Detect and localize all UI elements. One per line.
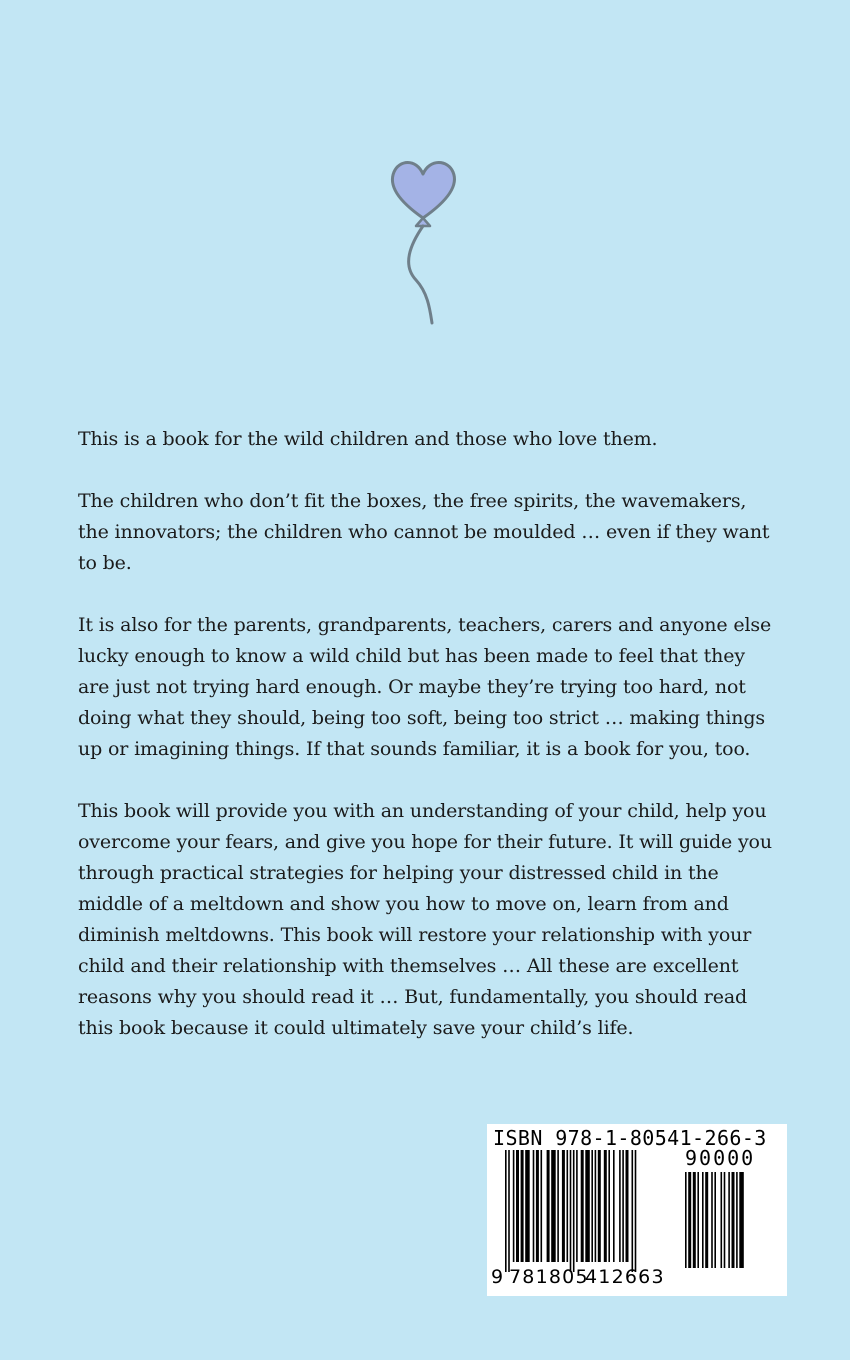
blurb-paragraph-2: The children who don’t fit the boxes, the free spirits, the wavemakers, the innovators; the children who cannot be moulded … even if they want to be. — [78, 490, 770, 574]
ean-lead-digit: 9 — [491, 1266, 504, 1288]
blurb-paragraph-4: This book will provide you with an understanding of your child, help you overcome your fears, and give you hope for their future. It will guide you through practical strategies for helping your distressed child in the middle of a meltdown and show you how to move on, learn from and diminish meltdowns. This book will restore your relationship with your child and their relationship with themselves … All these are excellent reasons why you should read it … But, fundamentally, you should read this book because it could ultimately save your child’s life. — [78, 800, 772, 1039]
blurb-paragraph-3: It is also for the parents, grandparents, teachers, carers and anyone else lucky enough to know a wild child but has been made to feel that they are just not trying hard enough. Or maybe they’re trying too hard, not doing what they should, being too soft, being too strict … making things up or imagining things. If that sounds familiar, it is a book for you, too. — [78, 614, 772, 760]
blurb-paragraph-1: This is a book for the wild children and those who love them. — [78, 428, 658, 450]
isbn-label: ISBN 978-1-80541-266-3 — [493, 1126, 767, 1150]
barcode-addon-bars-icon — [685, 1172, 781, 1268]
ean-right-digits: 412663 — [585, 1266, 665, 1288]
back-cover-blurb — [78, 424, 778, 1075]
isbn-barcode — [487, 1124, 787, 1296]
ean-left-digits: 781805 — [509, 1266, 589, 1288]
barcode-bars-icon — [505, 1150, 671, 1272]
price-code: 90000 — [685, 1146, 756, 1170]
heart-balloon-icon — [380, 150, 470, 330]
